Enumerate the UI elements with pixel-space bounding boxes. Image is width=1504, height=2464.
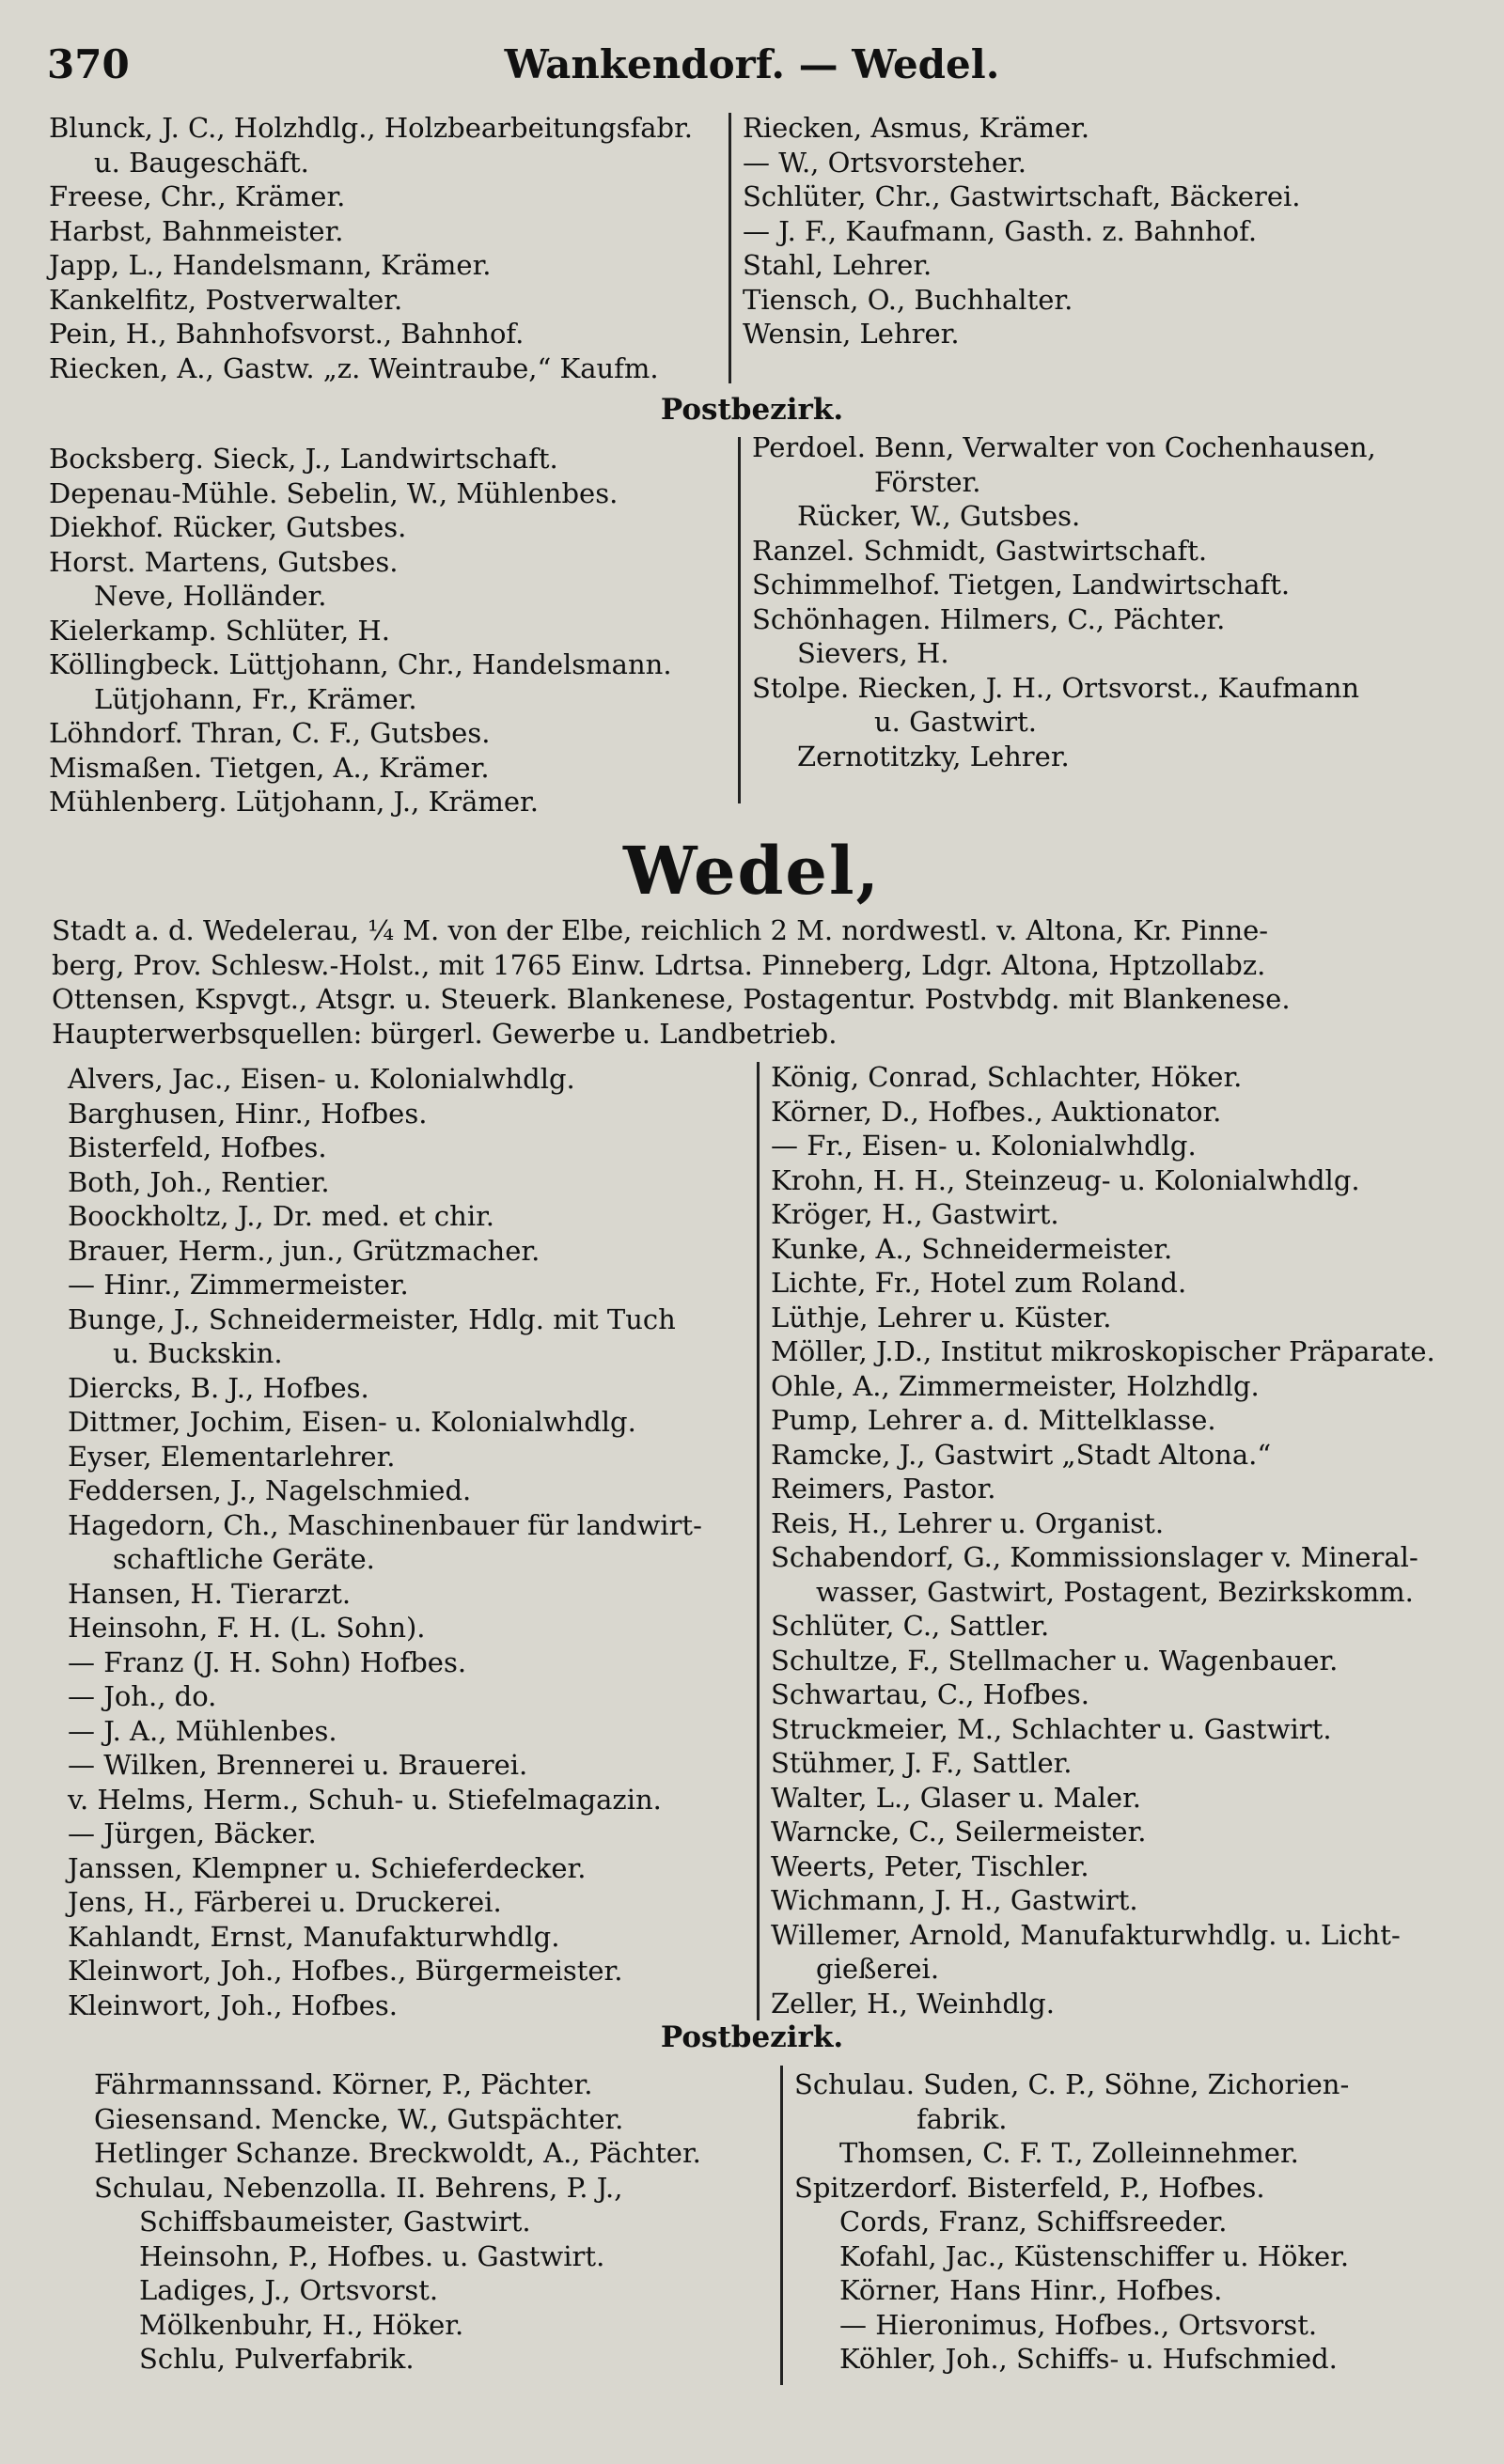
directory-entry: Bocksberg. Sieck, J., Landwirtschaft. xyxy=(49,443,558,475)
directory-entry: — Wilken, Brennerei u. Brauerei. xyxy=(68,1749,528,1781)
directory-entry: Weerts, Peter, Tischler. xyxy=(771,1849,1089,1882)
directory-entry: Kröger, H., Gastwirt. xyxy=(771,1198,1059,1230)
directory-entry: Perdoel. Benn, Verwalter von Cochenhausen, xyxy=(752,431,1376,463)
directory-entry: Riecken, Asmus, Krämer. xyxy=(743,112,1090,144)
directory-entry: Schlüter, C., Sattler. xyxy=(771,1610,1050,1642)
directory-entry: schaftliche Geräte. xyxy=(113,1543,375,1575)
directory-entry: Schlüter, Chr., Gastwirtschaft, Bäckerei. xyxy=(743,180,1301,212)
directory-entry: Hansen, H. Tierarzt. xyxy=(68,1577,352,1610)
directory-entry: Rücker, W., Gutsbes. xyxy=(797,500,1081,532)
directory-entry: Pein, H., Bahnhofsvorst., Bahnhof. xyxy=(49,318,525,350)
directory-entry: Riecken, A., Gastw. „z. Weintraube,“ Kaufm. xyxy=(49,351,659,384)
directory-entry: u. Buckskin. xyxy=(113,1337,283,1369)
directory-entry: Schwartau, C., Hofbes. xyxy=(771,1678,1089,1710)
directory-entry: Köhler, Joh., Schiffs- u. Hufschmied. xyxy=(839,2343,1338,2375)
directory-entry: — J. A., Mühlenbes. xyxy=(68,1714,337,1747)
wedel-postbezirk-left-column xyxy=(94,2067,771,2377)
directory-entry: Schiffsbaumeister, Gastwirt. xyxy=(139,2206,531,2238)
directory-entry: Depenau-Mühle. Sebelin, W., Mühlenbes. xyxy=(49,476,619,509)
directory-entry: — Jürgen, Bäcker. xyxy=(68,1817,317,1849)
page-number: 370 xyxy=(47,41,130,87)
directory-entry: Warncke, C., Seilermeister. xyxy=(771,1816,1147,1848)
directory-entry: Kleinwort, Joh., Hofbes., Bürgermeister. xyxy=(68,1955,623,1987)
directory-entry: Ramcke, J., Gastwirt „Stadt Altona.“ xyxy=(771,1438,1272,1471)
directory-entry: Wichmann, J. H., Gastwirt. xyxy=(771,1884,1138,1916)
directory-entry: Harbst, Bahnmeister. xyxy=(49,214,344,247)
directory-entry: Freese, Chr., Krämer. xyxy=(49,180,346,212)
directory-entry: gießerei. xyxy=(816,1953,940,1985)
directory-entry: Stühmer, J. F., Sattler. xyxy=(771,1747,1073,1779)
directory-entry: Sievers, H. xyxy=(797,637,949,669)
intro-line: Haupterwerbsquellen: bürgerl. Gewerbe u. Landbetrieb. xyxy=(52,1017,838,1050)
directory-entry: Stolpe. Riecken, J. H., Ortsvorst., Kaufmann xyxy=(752,671,1360,704)
column-divider xyxy=(738,437,741,803)
directory-entry: Eyser, Elementarlehrer. xyxy=(68,1440,396,1473)
directory-entry: fabrik. xyxy=(916,2102,1008,2135)
directory-entry: Barghusen, Hinr., Hofbes. xyxy=(68,1097,428,1130)
directory-entry: Köllingbeck. Lüttjohann, Chr., Handelsmann. xyxy=(49,648,672,680)
directory-entry: Kunke, A., Schneidermeister. xyxy=(771,1232,1173,1265)
directory-entry: Janssen, Klempner u. Schieferdecker. xyxy=(68,1851,587,1884)
wankendorf-left-column xyxy=(49,111,716,385)
directory-entry: — Hieronimus, Hofbes., Ortsvorst. xyxy=(839,2308,1318,2341)
wedel-postbezirk-heading: Postbezirk. xyxy=(660,2020,844,2054)
directory-entry: Bunge, J., Schneidermeister, Hdlg. mit Tuch xyxy=(68,1302,676,1335)
directory-entry: Cords, Franz, Schiffsreeder. xyxy=(839,2206,1228,2238)
directory-entry: Schabendorf, G., Kommissionslager v. Mineral- xyxy=(771,1541,1418,1573)
directory-entry: Jens, H., Färberei u. Druckerei. xyxy=(68,1886,502,1918)
directory-entry: Kielerkamp. Schlüter, H. xyxy=(49,614,390,647)
directory-entry: Lütjohann, Fr., Krämer. xyxy=(94,682,417,715)
directory-entry: — Hinr., Zimmermeister. xyxy=(68,1269,409,1301)
directory-entry: Mismaßen. Tietgen, A., Krämer. xyxy=(49,751,490,784)
directory-entry: Krohn, H. H., Steinzeug- u. Kolonialwhdlg. xyxy=(771,1163,1360,1196)
directory-entry: wasser, Gastwirt, Postagent, Bezirkskomm. xyxy=(816,1575,1414,1608)
directory-entry: Fährmannssand. Körner, P., Pächter. xyxy=(94,2068,593,2100)
directory-entry: Schlu, Pulverfabrik. xyxy=(139,2343,415,2375)
directory-entry: Neve, Holländer. xyxy=(94,580,327,612)
wankendorf-postbezirk-right-column xyxy=(752,430,1476,773)
directory-entry: Löhndorf. Thran, C. F., Gutsbes. xyxy=(49,717,491,749)
directory-entry: Bisterfeld, Hofbes. xyxy=(68,1131,327,1163)
directory-entry: Spitzerdorf. Bisterfeld, P., Hofbes. xyxy=(794,2171,1265,2204)
wedel-left-column xyxy=(68,1062,744,2022)
intro-line: Stadt a. d. Wedelerau, ¼ M. von der Elbe, reichlich 2 M. nordwestl. v. Altona, Kr. Pinne- xyxy=(52,914,1269,946)
directory-entry: Hagedorn, Ch., Maschinenbauer für landwirt- xyxy=(68,1508,702,1541)
directory-entry: Mühlenberg. Lütjohann, J., Krämer. xyxy=(49,786,539,818)
directory-entry: Ladiges, J., Ortsvorst. xyxy=(139,2274,439,2306)
directory-entry: Alvers, Jac., Eisen- u. Kolonialwhdlg. xyxy=(68,1063,575,1095)
directory-entry: Heinsohn, F. H. (L. Sohn). xyxy=(68,1612,426,1644)
directory-entry: Schönhagen. Hilmers, C., Pächter. xyxy=(752,602,1226,635)
directory-entry: Reis, H., Lehrer u. Organist. xyxy=(771,1506,1165,1539)
directory-entry: Tiensch, O., Buchhalter. xyxy=(743,283,1073,316)
directory-entry: Giesensand. Mencke, W., Gutspächter. xyxy=(94,2102,624,2135)
wedel-intro xyxy=(52,913,1452,1051)
directory-entry: Walter, L., Glaser u. Maler. xyxy=(771,1781,1141,1814)
directory-entry: Schultze, F., Stellmacher u. Wagenbauer. xyxy=(771,1644,1339,1676)
directory-entry: Willemer, Arnold, Manufakturwhdlg. u. Licht- xyxy=(771,1918,1401,1951)
directory-entry: — J. F., Kaufmann, Gasth. z. Bahnhof. xyxy=(743,214,1258,247)
directory-entry: Diercks, B. J., Hofbes. xyxy=(68,1371,369,1404)
directory-entry: — Joh., do. xyxy=(68,1680,217,1712)
directory-entry: Horst. Martens, Gutsbes. xyxy=(49,545,399,578)
directory-entry: Feddersen, J., Nagelschmied. xyxy=(68,1474,472,1506)
column-divider xyxy=(728,113,731,383)
directory-entry: Ohle, A., Zimmermeister, Holzhdlg. xyxy=(771,1369,1260,1402)
directory-entry: Pump, Lehrer a. d. Mittelklasse. xyxy=(771,1404,1216,1436)
wedel-title: Wedel, xyxy=(623,832,881,910)
directory-entry: Blunck, J. C., Holzhdlg., Holzbearbeitungsfabr. xyxy=(49,112,693,144)
directory-entry: Stahl, Lehrer. xyxy=(743,249,932,281)
directory-entry: — Fr., Eisen- u. Kolonialwhdlg. xyxy=(771,1130,1197,1162)
directory-entry: Schulau, Nebenzolla. II. Behrens, P. J., xyxy=(94,2171,623,2204)
directory-entry: Zeller, H., Weinhdlg. xyxy=(771,1987,1055,2020)
directory-entry: Heinsohn, P., Hofbes. u. Gastwirt. xyxy=(139,2239,605,2272)
directory-entry: Kahlandt, Ernst, Manufakturwhdlg. xyxy=(68,1920,560,1953)
intro-line: berg, Prov. Schlesw.-Holst., mit 1765 Einw. Ldrtsa. Pinneberg, Ldgr. Altona, Hptzollabz. xyxy=(52,948,1266,981)
intro-line: Ottensen, Kspvgt., Atsgr. u. Steuerk. Blankenese, Postagentur. Postvbdg. mit Blankenese. xyxy=(52,983,1291,1015)
directory-entry: Möller, J.D., Institut mikroskopischer Präparate. xyxy=(771,1335,1435,1367)
directory-entry: v. Helms, Herm., Schuh- u. Stiefelmagazin. xyxy=(68,1783,662,1816)
directory-entry: u. Baugeschäft. xyxy=(94,146,309,179)
directory-entry: Dittmer, Jochim, Eisen- u. Kolonialwhdlg. xyxy=(68,1406,636,1438)
column-divider xyxy=(757,1062,760,2020)
directory-entry: Wensin, Lehrer. xyxy=(743,318,960,350)
directory-entry: Förster. xyxy=(874,465,981,498)
directory-entry: Thomsen, C. F. T., Zolleinnehmer. xyxy=(839,2137,1299,2169)
directory-entry: Hetlinger Schanze. Breckwoldt, A., Pächter. xyxy=(94,2137,701,2169)
directory-entry: Both, Joh., Rentier. xyxy=(68,1165,330,1198)
page-header xyxy=(38,28,1466,94)
column-divider xyxy=(780,2066,783,2385)
wankendorf-right-column xyxy=(743,111,1466,351)
directory-entry: Zernotitzky, Lehrer. xyxy=(797,740,1070,772)
wankendorf-postbezirk-left-column xyxy=(49,442,726,819)
directory-entry: Lichte, Fr., Hotel zum Roland. xyxy=(771,1267,1187,1299)
directory-entry: Boockholtz, J., Dr. med. et chir. xyxy=(68,1200,495,1232)
wedel-postbezirk-right-column xyxy=(794,2067,1480,2377)
directory-entry: Kleinwort, Joh., Hofbes. xyxy=(68,1988,399,2021)
wankendorf-postbezirk-heading: Postbezirk. xyxy=(660,393,844,427)
directory-entry: Schulau. Suden, C. P., Söhne, Zichorien- xyxy=(794,2068,1350,2100)
directory-entry: Japp, L., Handelsmann, Krämer. xyxy=(49,249,492,281)
directory-entry: u. Gastwirt. xyxy=(874,706,1037,738)
directory-entry: Diekhof. Rücker, Gutsbes. xyxy=(49,511,407,543)
directory-entry: Struckmeier, M., Schlachter u. Gastwirt. xyxy=(771,1712,1332,1745)
wedel-right-column xyxy=(771,1060,1485,2020)
running-title: Wankendorf. — Wedel. xyxy=(504,41,1000,87)
directory-entry: Ranzel. Schmidt, Gastwirtschaft. xyxy=(752,534,1208,567)
directory-entry: — W., Ortsvorsteher. xyxy=(743,146,1026,179)
directory-entry: Kofahl, Jac., Küstenschiffer u. Höker. xyxy=(839,2239,1350,2272)
directory-entry: Mölkenbuhr, H., Höker. xyxy=(139,2308,464,2341)
directory-entry: Körner, D., Hofbes., Auktionator. xyxy=(771,1095,1222,1128)
directory-entry: König, Conrad, Schlachter, Höker. xyxy=(771,1061,1243,1093)
directory-entry: — Franz (J. H. Sohn) Hofbes. xyxy=(68,1645,467,1678)
directory-entry: Reimers, Pastor. xyxy=(771,1473,996,1505)
directory-entry: Lüthje, Lehrer u. Küster. xyxy=(771,1301,1112,1333)
directory-entry: Brauer, Herm., jun., Grützmacher. xyxy=(68,1234,540,1267)
directory-entry: Schimmelhof. Tietgen, Landwirtschaft. xyxy=(752,569,1291,600)
directory-entry: Kankelfitz, Postverwalter. xyxy=(49,283,403,316)
directory-entry: Körner, Hans Hinr., Hofbes. xyxy=(839,2274,1223,2306)
